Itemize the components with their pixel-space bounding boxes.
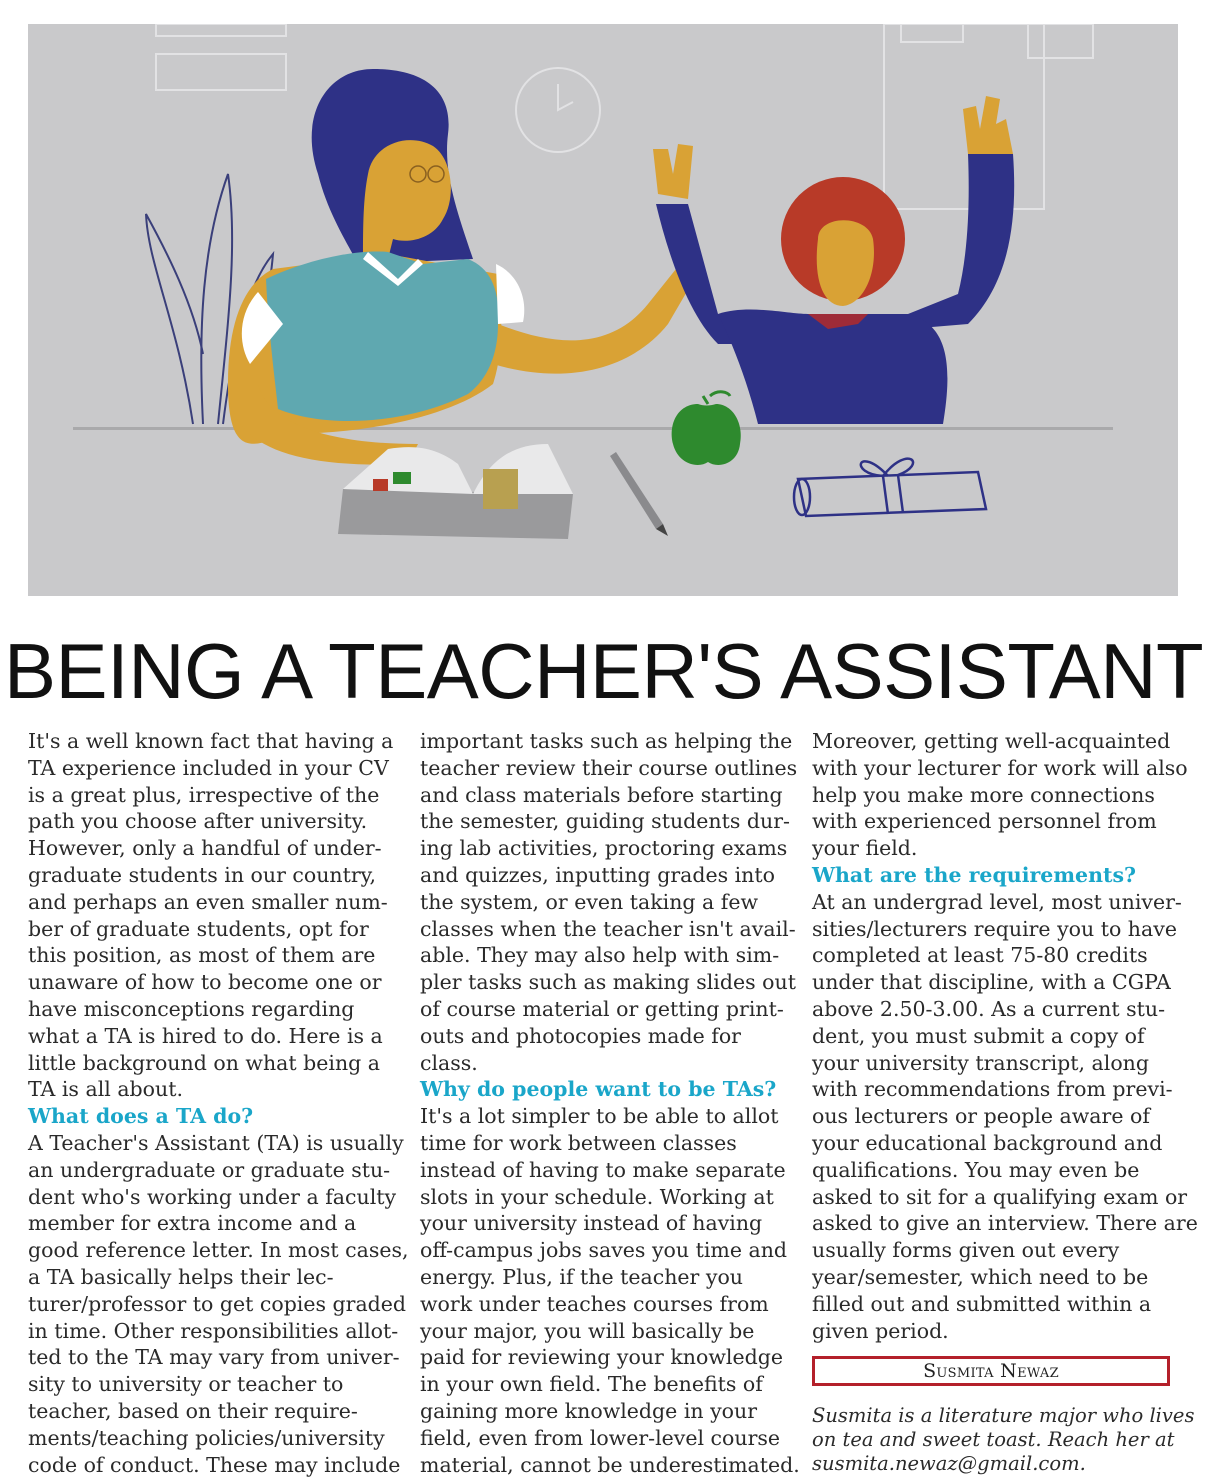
body-text-line: A Teacher's Assistant (TA) is usually [28,1130,404,1155]
body-text-line: outs and photocopies made for [420,1023,741,1048]
body-text-line: asked to sit for a qualifying exam or [812,1184,1188,1209]
body-text-line: above 2.50-3.00. As a current stu- [812,996,1166,1021]
body-text-line: an undergraduate or graduate stu- [28,1157,391,1182]
body-text-line: field, even from lower-level course [420,1425,781,1450]
author-byline: Susmita Newaz [812,1356,1170,1386]
body-text-line: class. [420,1050,478,1075]
section-subheading: Why do people want to be TAs? [420,1077,777,1102]
body-text-line: little background on what being a [28,1050,381,1075]
body-text-line: ber of graduate students, opt for [28,916,369,941]
body-text-line: qualifications. You may even be [812,1157,1140,1182]
body-text-line: Moreover, getting well-acquainted [812,729,1171,753]
body-text-line: sity to university or teacher to [28,1372,344,1397]
article-column-1 [28,728,409,1478]
body-text-line: is a great plus, irrespective of the [28,782,380,807]
body-text-line: have misconceptions regarding [28,996,355,1021]
body-text-line: with your lecturer for work will also [812,755,1188,780]
body-text-line: with experienced personnel from [812,809,1157,834]
body-text-line: time for work between classes [420,1130,737,1155]
body-text-line: classes when the teacher isn't avail- [420,916,796,941]
body-text-line: material, cannot be underestimated. [420,1452,800,1477]
body-text-line: turer/professor to get copies graded [28,1291,407,1316]
body-text-line: It's a well known fact that having a [28,729,394,753]
body-text-line: asked to give an interview. There are [812,1211,1198,1236]
article-column-2 [420,728,800,1478]
body-text-line: member for extra income and a [28,1211,357,1236]
author-bio-line: on tea and sweet toast. Reach her at [812,1428,1175,1451]
body-text-line: your university instead of having [420,1211,763,1236]
article-column-3 [812,728,1198,1344]
body-text-line: year/semester, which need to be [812,1264,1149,1289]
body-text-line: and class materials before starting [420,782,783,807]
body-text-line: teacher review their course outlines [420,755,798,780]
body-text-line: ing lab activities, proctoring exams [420,836,788,861]
body-text-line: the semester, guiding students dur- [420,809,790,834]
body-text-line: dent who's working under a faculty [28,1184,397,1209]
body-text-line: graduate students in our country, [28,862,377,887]
body-text-line: help you make more connections [812,782,1155,807]
body-text-line: filled out and submitted within a [812,1291,1152,1316]
body-text-line: your university transcript, along [812,1050,1149,1075]
body-text-line: and quizzes, inputting grades into [420,862,775,887]
body-text-line: important tasks such as helping the [420,729,793,753]
body-text-line: able. They may also help with sim- [420,943,780,968]
body-text-line: good reference letter. In most cases, [28,1238,409,1263]
body-text-line: At an undergrad level, most univer- [812,889,1182,914]
body-text-line: sities/lecturers require you to have [812,916,1177,941]
author-bio [812,1404,1195,1476]
body-text-line: a TA basically helps their lec- [28,1264,334,1289]
body-text-line: ous lecturers or people aware of [812,1104,1150,1129]
teacher-student-high-five-illustration [28,24,1178,596]
body-text-line: unaware of how to become one or [28,970,382,995]
body-text-line: ments/teaching policies/university [28,1425,385,1450]
body-text-line: your educational background and [812,1130,1163,1155]
body-text-line: under that discipline, with a CGPA [812,970,1171,995]
body-text-line: the system, or even taking a few [420,889,759,914]
body-text-line: and perhaps an even smaller num- [28,889,388,914]
body-text-line: However, only a handful of under- [28,836,382,861]
header-illustration [28,24,1178,596]
section-subheading: What are the requirements? [812,862,1137,887]
body-text-line: given period. [812,1318,949,1343]
body-text-line: off-campus jobs saves you time and [420,1238,788,1263]
body-text-line: path you choose after university. [28,809,368,834]
body-text-line: ted to the TA may vary from univer- [28,1345,400,1370]
body-text-line: in time. Other responsibilities allot- [28,1318,399,1343]
body-text-line: what a TA is hired to do. Here is a [28,1023,383,1048]
body-text-line: It's a lot simpler to be able to allot [420,1104,779,1129]
body-text-line: completed at least 75-80 credits [812,943,1148,968]
body-text-line: energy. Plus, if the teacher you [420,1264,743,1289]
body-text-line: work under teaches courses from [420,1291,769,1316]
article-headline: BEING A TEACHER'S ASSISTANT [4,627,1204,715]
body-text-line: instead of having to make separate [420,1157,786,1182]
body-text-line: this position, as most of them are [28,943,376,968]
author-email: susmita.newaz@gmail.com. [812,1452,1086,1475]
body-text-line: in your own field. The benefits of [420,1372,763,1397]
body-text-line: your major, you will basically be [420,1318,755,1343]
body-text-line: TA experience included in your CV [28,755,389,780]
body-text-line: teacher, based on their require- [28,1398,358,1423]
body-text-line: with recommendations from previ- [812,1077,1173,1102]
body-text-line: dent, you must submit a copy of [812,1023,1145,1048]
body-text-line: paid for reviewing your knowledge [420,1345,783,1370]
author-bio-line: Susmita is a literature major who lives [812,1404,1195,1427]
body-text-line: slots in your schedule. Working at [420,1184,774,1209]
body-text-line: of course material or getting print- [420,996,784,1021]
body-text-line: pler tasks such as making slides out [420,970,796,995]
section-subheading: What does a TA do? [28,1104,254,1129]
body-text-line: your field. [812,836,918,861]
body-text-line: gaining more knowledge in your [420,1398,758,1423]
body-text-line: code of conduct. These may include [28,1452,401,1477]
body-text-line: TA is all about. [28,1077,183,1102]
body-text-line: usually forms given out every [812,1238,1120,1263]
